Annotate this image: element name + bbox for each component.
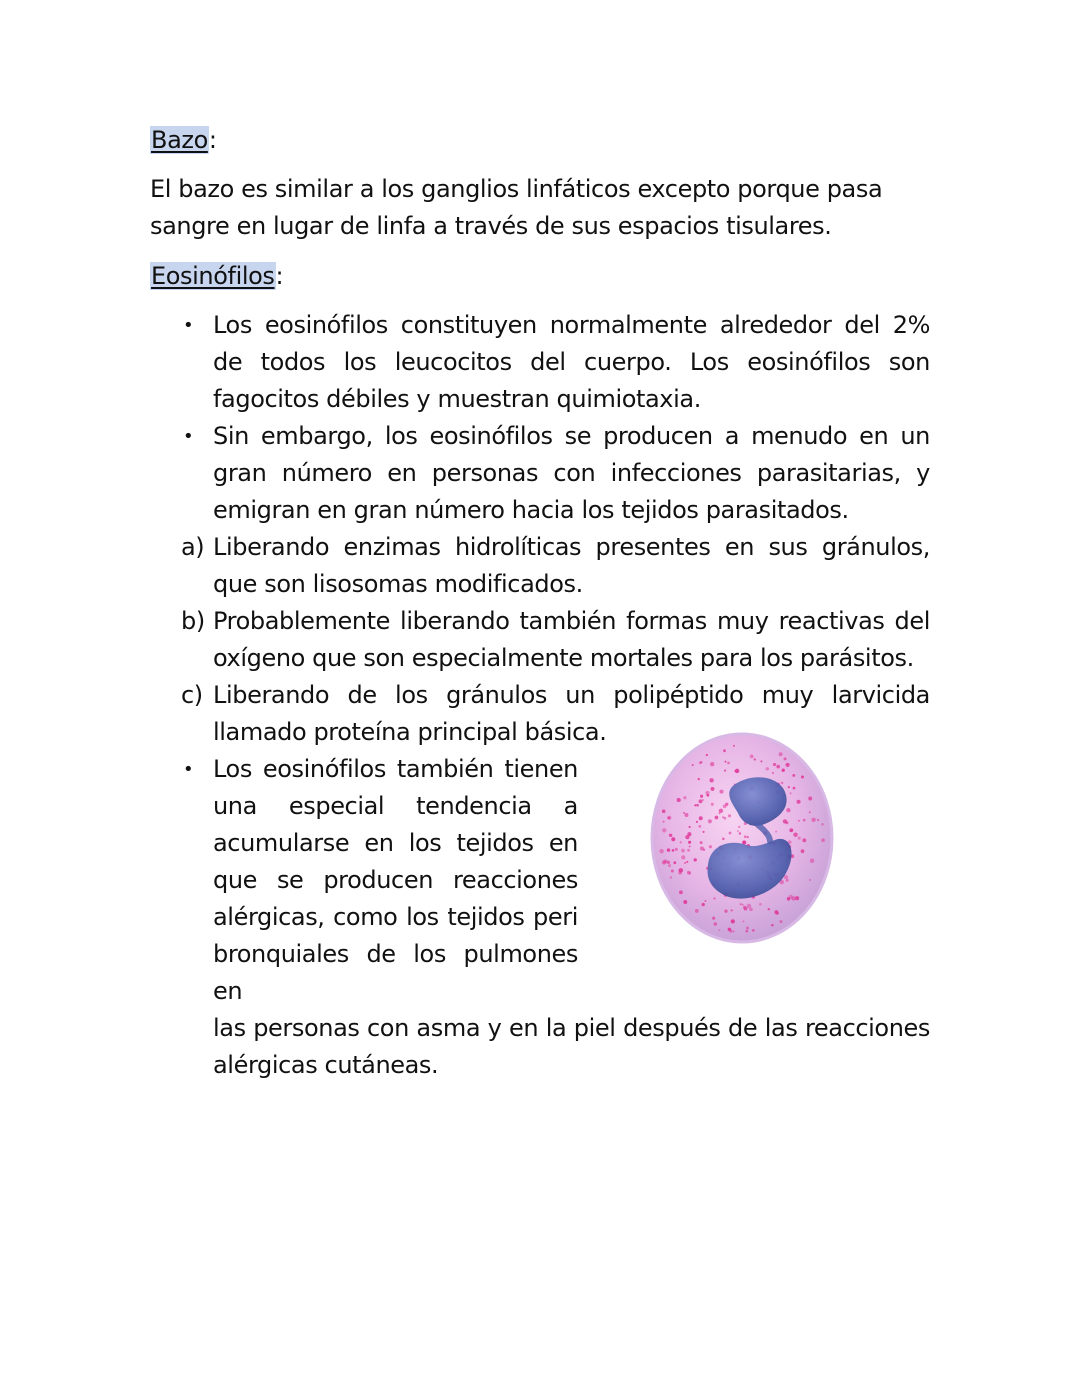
heading-bazo	[150, 122, 930, 159]
bullet-marker: •	[183, 759, 194, 780]
eosinofilos-list	[150, 307, 930, 1084]
paragraph-bazo: El bazo es similar a los ganglios linfáticos excepto porque pasa sangre en lugar de linfa a través de sus espacios tisulares.	[150, 175, 883, 240]
list-item-bullet-1	[150, 307, 930, 418]
letter-marker: c)	[181, 681, 203, 709]
list-item-bullet-2	[150, 418, 930, 529]
list-item-text: Sin embargo, los eosinófilos se producen a menudo en un gran número en personas con infecciones parasitarias, y emigran en gran número hacia los tejidos parasitados.	[213, 422, 930, 524]
list-item-bullet-3	[150, 751, 930, 1084]
eosinophil-cell-illustration-icon	[646, 729, 838, 947]
list-item-text: Liberando de los gránulos un polipéptido muy larvicida llamado proteína principal básica.	[213, 681, 930, 746]
heading-eosinofilos	[150, 258, 930, 295]
document-content	[150, 122, 930, 1084]
list-item-text: Probablemente liberando también formas muy reactivas del oxígeno que son especialmente mortales para los parásitos.	[213, 607, 930, 672]
list-item-b	[150, 603, 930, 677]
list-item-text: Liberando enzimas hidrolíticas presentes en sus gránulos, que son lisosomas modificados.	[213, 533, 930, 598]
list-item-a	[150, 529, 930, 603]
bullet-marker: •	[183, 426, 194, 447]
heading-eosinofilos-colon: :	[275, 262, 284, 290]
bullet-marker: •	[183, 315, 194, 336]
letter-marker: a)	[181, 533, 205, 561]
heading-bazo-text: Bazo	[151, 126, 208, 154]
list-item-text-wrapped: Los eosinófilos también tienen una especial tendencia a acumularse en los tejidos en que se producen reacciones alérgicas, como los tejidos peri bronquiales de los pulmones en	[213, 755, 578, 1005]
letter-marker: b)	[181, 607, 205, 635]
list-item-text: Los eosinófilos constituyen normalmente alrededor del 2% de todos los leucocitos del cuerpo. Los eosinófilos son fagocitos débiles y muestran quimiotaxia.	[213, 311, 930, 413]
heading-bazo-colon: :	[208, 126, 217, 154]
heading-eosinofilos-text: Eosinófilos	[151, 262, 275, 290]
list-item-text-continued: las personas con asma y en la piel después de las reacciones alérgicas cutáneas.	[213, 1014, 930, 1079]
